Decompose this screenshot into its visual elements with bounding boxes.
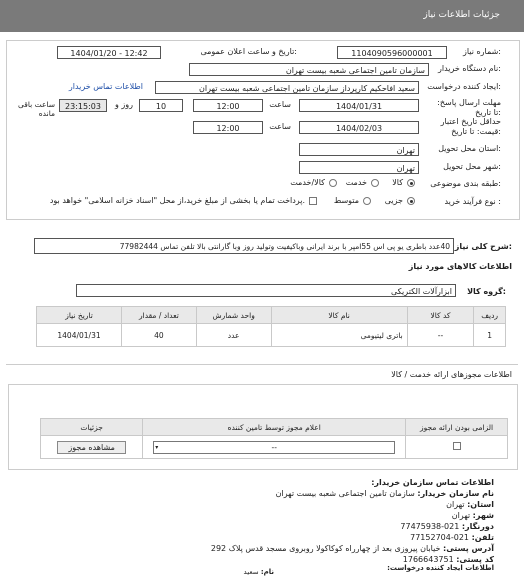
cell-row: 1 — [474, 324, 506, 347]
contact-province-line — [446, 500, 494, 509]
category-label: طبقه بندی موضوعی: — [430, 179, 501, 188]
deadline-label: مهلت ارسال پاسخ: تا تاریخ: — [437, 98, 501, 117]
creator-name-line — [244, 568, 274, 576]
page-title: جزئیات اطلاعات نیاز — [423, 10, 500, 20]
cell-unit: عدد — [196, 324, 271, 347]
treasury-payment-note: پرداخت تمام یا بخشی از مبلغ خرید،از محل "اسناد خزانه اسلامی" خواهد بود. — [49, 196, 305, 205]
creator-info-title: اطلاعات ایجاد کننده درخواست: — [387, 564, 494, 572]
permit-required-cell — [406, 436, 508, 459]
contact-province-value: تهران — [446, 500, 465, 509]
contact-city-label: شهر: — [472, 511, 494, 520]
col-row: ردیف — [474, 307, 506, 324]
creator-label: ایجاد کننده درخواست: — [427, 82, 501, 91]
category-both-radio[interactable] — [329, 179, 337, 187]
contact-postal-value: 1766643751 — [402, 555, 454, 564]
category-service-label: خدمت — [345, 178, 367, 187]
treasury-payment-checkbox[interactable] — [309, 197, 317, 205]
announce-label: تاریخ و ساعت اعلان عمومی: — [200, 47, 297, 56]
col-date: تاریخ نیاز — [37, 307, 122, 324]
col-permit-supplier: اعلام مجوز توسط تامین کننده — [143, 419, 406, 436]
permits-table-header — [41, 419, 508, 436]
goods-group-field: ابزارآلات الکتریکی — [76, 284, 456, 297]
permit-select[interactable] — [153, 441, 395, 454]
contact-tel-label: تلفن: — [471, 533, 494, 542]
buyer-contact-link[interactable]: اطلاعات تماس خریدار — [68, 82, 143, 91]
divider — [6, 364, 518, 365]
process-minor-radio[interactable] — [407, 197, 415, 205]
permits-table — [40, 418, 508, 459]
table-row — [41, 436, 508, 459]
province-label: استان محل تحویل: — [438, 144, 501, 153]
col-permit-details: جزئیات — [41, 419, 143, 436]
buyer-label: نام دستگاه خریدار: — [437, 64, 501, 73]
goods-table-header — [37, 307, 506, 324]
goods-group-label: گروه کالا: — [467, 287, 506, 296]
process-medium-radio[interactable] — [363, 197, 371, 205]
col-qty: تعداد / مقدار — [122, 307, 197, 324]
permit-supplier-cell — [143, 436, 406, 459]
remaining-time-field: 23:15:03 — [59, 99, 107, 112]
creator-name-label: نام: — [260, 568, 274, 576]
contact-org-value: سازمان تامین اجتماعی شعبه بیست تهران — [275, 489, 415, 498]
process-minor-label: جزیی — [384, 196, 403, 205]
goods-section-title: اطلاعات کالاهای مورد نیاز — [408, 262, 512, 271]
need-number-field: 1104090596000001 — [337, 46, 447, 59]
cell-code: -- — [407, 324, 474, 347]
process-label: نوع فرآیند خرید : — [444, 197, 501, 206]
category-both-label: کالا/خدمت — [290, 178, 325, 187]
goods-table — [36, 306, 506, 347]
permit-details-cell — [41, 436, 143, 459]
process-medium-label: متوسط — [333, 196, 359, 205]
contact-fax-line — [400, 522, 494, 531]
creator-field: سعید افاحکیم کارپرداز سازمان تامین اجتماعی شعبه بیست تهران — [155, 81, 419, 94]
permit-required-checkbox[interactable] — [453, 442, 461, 450]
days-label: روز و — [115, 100, 133, 109]
contact-org-label: نام سازمان خریدار: — [417, 489, 494, 498]
announce-field: 1404/01/20 - 12:42 — [57, 46, 161, 59]
remaining-label: ساعت باقی مانده — [17, 100, 55, 118]
creator-name-value: سعید — [243, 568, 259, 576]
col-name: نام کالا — [271, 307, 407, 324]
contact-fax-value: 021-77475938 — [400, 522, 460, 531]
permit-select-value: -- — [271, 442, 277, 452]
table-row — [37, 324, 506, 347]
city-label: شهر محل تحویل: — [443, 162, 501, 171]
contact-address-label: آدرس پستی: — [443, 544, 494, 553]
contact-city-value: تهران — [451, 511, 471, 520]
chevron-down-icon: ▾ — [155, 443, 159, 451]
contact-postal-label: کد پستی: — [456, 555, 494, 564]
need-number-label: شماره نیاز: — [462, 47, 501, 56]
category-goods-radio[interactable] — [407, 179, 415, 187]
contact-tel-value: 021-77152704 — [410, 533, 470, 542]
col-code: کد کالا — [407, 307, 474, 324]
contact-tel-line — [410, 533, 494, 542]
contact-postal-line — [403, 555, 494, 564]
contact-fax-label: دورنگار: — [461, 522, 494, 531]
validity-time-field: 12:00 — [193, 121, 263, 134]
contact-province-label: استان: — [467, 500, 494, 509]
remaining-days-field: 10 — [139, 99, 183, 112]
contact-city-line — [452, 511, 494, 520]
deadline-time-field: 12:00 — [193, 99, 263, 112]
city-field: تهران — [299, 161, 419, 174]
validity-date-field: 1404/02/03 — [299, 121, 419, 134]
buyer-field: سازمان تامین اجتماعی شعبه بیست تهران — [189, 63, 429, 76]
view-permit-button[interactable]: مشاهده مجوز — [57, 441, 125, 454]
deadline-time-label: ساعت — [269, 100, 291, 109]
validity-time-label: ساعت — [269, 122, 291, 131]
cell-date: 1404/01/31 — [37, 324, 122, 347]
validity-label: حداقل تاریخ اعتبار قیمت: تا تاریخ: — [440, 117, 501, 136]
contact-address-line — [211, 544, 494, 553]
deadline-date-field: 1404/01/31 — [299, 99, 419, 112]
contact-org-line — [276, 489, 494, 498]
col-unit: واحد شمارش — [196, 307, 271, 324]
category-service-radio[interactable] — [371, 179, 379, 187]
province-field: تهران — [299, 143, 419, 156]
summary-field: 40عدد باطری یو پی اس 55امپر با برند ایرانی وباکیفیت وتولید روز وبا گارانتی بالا تلفن تماس 77982444 — [34, 238, 454, 254]
contact-title: اطلاعات تماس سازمان خریدار: — [371, 478, 494, 487]
cell-qty: 40 — [122, 324, 197, 347]
page-header — [0, 0, 524, 32]
summary-label: شرح کلی نیاز: — [454, 242, 512, 251]
permits-title: اطلاعات مجوزهای ارائه خدمت / کالا — [391, 370, 512, 379]
need-details-panel — [6, 40, 520, 220]
contact-address-value: خیابان پیروزی بعد از چهارراه کوکاکولا روبروی مسجد قدس پلاک 292 — [210, 544, 441, 553]
category-goods-label: کالا — [392, 178, 403, 187]
col-permit-required: الزامی بودن ارائه مجوز — [406, 419, 508, 436]
cell-name: باتری لیتیومی — [271, 324, 407, 347]
